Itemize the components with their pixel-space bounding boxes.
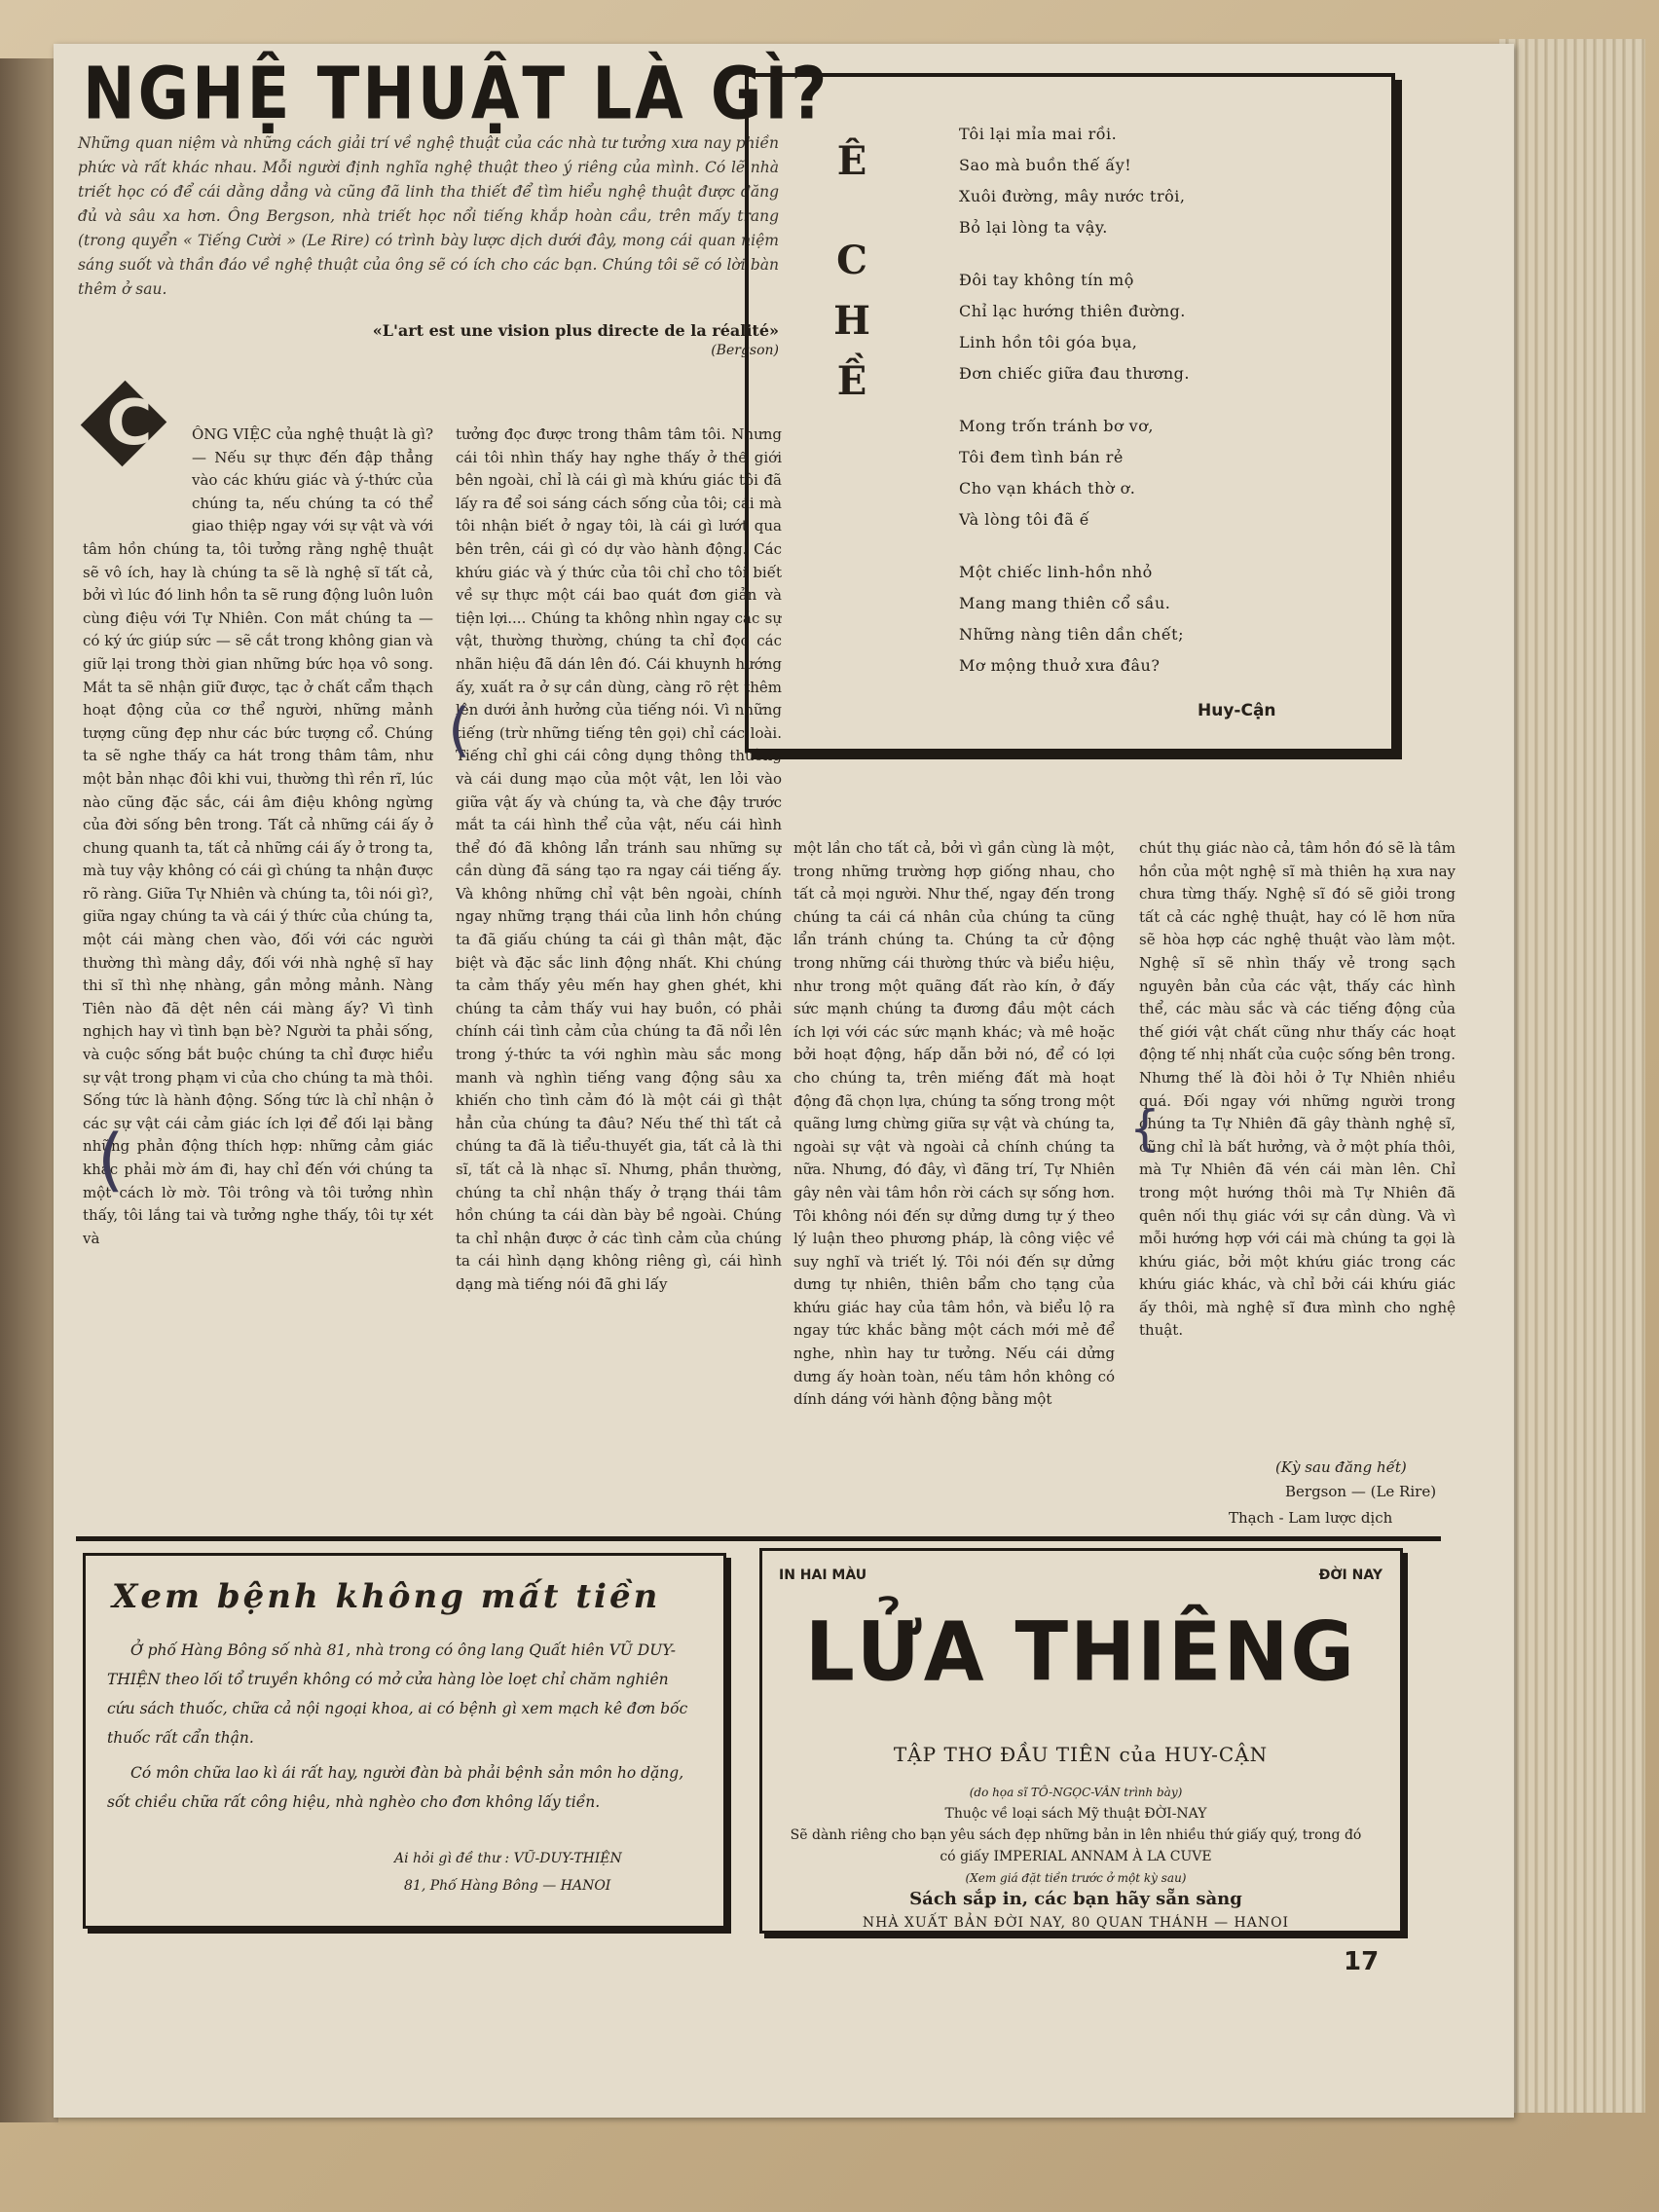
- book-ad-label-right: ĐỜI NAY: [1318, 1567, 1382, 1583]
- poem-stanza: [959, 411, 1368, 535]
- pencil-bracket-mark: {: [1129, 1100, 1161, 1157]
- book-ad-line: Thuộc về loại sách Mỹ thuật ĐỜI-NAY: [944, 1806, 1207, 1822]
- column-3-text: một lần cho tất cả, bởi vì gần cùng là một, trong những trường hợp giống nhau, cho tất cả mọi người. Như thế, ngay đến trong chúng ta cái cá nhân của chúng ta cũng lẩn tránh chúng ta. Chúng ta cử động trong những cái thường thức và biểu hiệu, như trong một quãng đất rào kín, ở đấy sức mạnh chúng ta đương đầu một cách ích lợi với các sức mạnh khác; và mê hoặc bởi hoạt động, hấp dẫn bởi nó, để có lợi cho chúng ta, trên miếng đất mà hoạt động đã chọn lựa, chúng ta sống trong một quãng lưng chừng giữa sự vật và chúng ta, ngoài sự vật và ngoài cả chính chúng ta nữa. Nhưng, đó đây, vì đãng trí, Tự Nhiên gây nên vài tâm hồn rời cách sự sống hơn. Tôi không nói đến sự dửng dưng tự ý theo lý luận theo phương pháp, là công việc về suy nghĩ và triết lý. Tôi nói đến sự dửng dưng tự nhiên, thiên bẩm cho tạng của khứu giác hay của tâm hồn, và biểu lộ ra ngay tức khắc bằng một cách mới mẻ để nghe, nhìn hay tư tưởng. Nếu cái dửng dưng ấy hoàn toàn, nếu tâm hồn không có dính dáng với hành động bằng một: [793, 839, 1115, 1409]
- poem-line: Mơ mộng thuở xưa đâu?: [959, 656, 1161, 675]
- column-2-text: tưởng đọc được trong thâm tâm tôi. Nhưng cái tôi nhìn thấy hay nghe thấy ở thế giới bên ngoài, chỉ là cái gì mà khứu giác tôi đã lấy ra để soi sáng cách sống của tôi; cái mà tôi nhận biết ở ngay tôi, là cái gì lướt qua bên trên, cái gì có dự vào hành động. Các khứu giác và ý thức của tôi chỉ cho tôi biết về sự thực một cái bao quát đơn giản và tiện lợi.... Chúng ta không nhìn ngay các sự vật, thường thường, chúng ta chỉ đọc các nhãn hiệu đã dán lên đó. Cái khuynh hướng ấy, xuất ra ở sự cần dùng, càng rõ rệt thêm lên dưới ảnh hưởng của tiếng nói. Vì những tiếng (trừ những tiếng tên gọi) chỉ các loài. Tiếng chỉ ghi cái công dụng thông thường và cái dung mạo của một vật, len lỏi vào giữa vật ấy và chúng ta, và che đậy trước mắt ta cái hình thể của vật, nếu cái hình thể đó đã không lẩn tránh sau những sự cần dùng đã sáng tạo ra ngay cái tiếng ấy. Và không những chỉ vật bên ngoài, chính ngay những trạng thái của linh hồn chúng ta đã giấu chúng ta cái gì thân mật, đặc biệt và đặc sắc linh động nhất. Khi chúng ta cảm thấy yêu mến hay ghen ghét, khi chúng ta cảm thấy vui hay buồn, có phải chính cái tình cảm của chúng ta đã nổi lên trong ý-thức ta với nghìn màu sắc mong manh và nghìn tiếng vang động sâu xa khiến cho tình cảm đó là một cái gì thật hẳn của chúng ta đâu? Nếu thế thì tất cả chúng ta đã là tiểu-thuyết gia, tất cả là thi sĩ, tất cả là nhạc sĩ. Nhưng, phần thường, chúng ta chỉ nhận thấy ở trạng thái tâm hồn chúng ta cái dàn bày bề ngoài. Chúng ta chỉ nhận được ở các tình cảm của chúng ta cái hình dạng không riêng gì, cái hình dạng mà tiếng nói đã ghi lấy: [456, 425, 782, 1293]
- poem-line: Tôi lại mỉa mai rồi.: [959, 125, 1118, 143]
- poem-title-letter: C: [836, 238, 867, 283]
- continued-note: (Kỳ sau đăng hết): [1275, 1458, 1407, 1476]
- article-column-1: [83, 424, 433, 1563]
- poem-author: Huy-Cận: [1198, 701, 1276, 720]
- dropcap-letter: C: [106, 387, 153, 460]
- poem-line: Linh hồn tôi góa bụa,: [959, 333, 1138, 351]
- poem-line: Bỏ lại lòng ta vậy.: [959, 218, 1108, 237]
- book-ad-title: LỬA THIÊNG: [804, 1604, 1357, 1700]
- article-source: Bergson — (Le Rire): [1285, 1483, 1437, 1500]
- section-divider: [76, 1536, 1441, 1541]
- poem-line: Những nàng tiên dần chết;: [959, 625, 1184, 644]
- poem-title-letter: H: [833, 298, 870, 344]
- column-4-text: chút thụ giác nào cả, tâm hồn đó sẽ là tâm hồn của một nghệ sĩ mà thiên hạ xưa nay chưa từng thấy. Nghệ sĩ đó sẽ giỏi trong tất cả các nghệ thuật, hay có lẽ hơn nữa sẽ hòa hợp các nghệ thuật vào làm một. Nghệ sĩ sẽ nhìn thấy vẻ trong sạch nguyên bản của các vật, thấy các hình thể, các màu sắc và các tiếng động của thế giới vật chất cũng như thấy các hoạt động tế nhị nhất của cuộc sống bên trong. Nhưng thế là đòi hỏi ở Tự Nhiên nhiều quá. Đối ngay với những người trong chúng ta Tự Nhiên đã gây thành nghệ sĩ, cũng chỉ là bất hưởng, và ở một phía thôi, mà Tự Nhiên đã vén cái màn lên. Chỉ trong một hướng thôi mà Tự Nhiên đã quên nối thụ giác với sự cần dùng. Và vì mỗi hướng hợp với cái mà chúng ta gọi là khứu giác, bởi một khứu giác trong các khứu giác khác, và chỉ bởi cái khứu giác ấy thôi, mà nghệ sĩ đưa mình cho nghệ thuật.: [1139, 839, 1456, 1340]
- article-title: NGHỆ THUẬT LÀ GÌ?: [83, 54, 830, 137]
- clinic-ad-paragraph: Có môn chữa lao kì ái rất hay, người đàn bà phải bệnh sản môn ho dặng, sốt chiều chữa rất công hiệu, nhà nghèo cho đơn không lấy tiền.: [107, 1764, 684, 1811]
- poem-line: Và lòng tôi đã ế: [959, 510, 1090, 529]
- clinic-ad-title: Xem bệnh không mất tiền: [112, 1577, 661, 1616]
- poem-line: Đơn chiếc giữa đau thương.: [959, 364, 1190, 383]
- translator-credit: Thạch - Lam lược dịch: [1229, 1509, 1393, 1527]
- poem-stanza: [959, 119, 1368, 243]
- article-column-2: [456, 424, 782, 1563]
- book-ad-body: [784, 1782, 1368, 1889]
- article-column-4: [1139, 837, 1456, 1436]
- book-ad-line: Sẽ dành riêng cho bạn yêu sách đẹp những bản in lên nhiều thứ giấy quý, trong đó có giấy IMPERIAL ANNAM À LA CUVE: [790, 1827, 1362, 1864]
- poem-stanza: [959, 557, 1368, 682]
- clinic-ad-contact: Ai hỏi gì đề thư : VŨ-DUY-THIỆN: [394, 1851, 622, 1866]
- poem-line: Xuôi đường, mây nước trôi,: [959, 187, 1186, 205]
- poem-line: Đôi tay không tín mộ: [959, 271, 1134, 289]
- pencil-bracket-mark: (: [448, 696, 471, 764]
- poem-line: Cho vạn khách thờ ơ.: [959, 479, 1136, 498]
- book-ad-call: Sách sắp in, các bạn hãy sẵn sàng: [909, 1889, 1242, 1909]
- poem-line: Một chiếc linh-hồn nhỏ: [959, 563, 1153, 581]
- article-intro: Những quan niệm và những cách giải trí về nghệ thuật của các nhà tư tưởng xưa nay phiền phức và rất khác nhau. Mỗi người định nghĩa nghệ thuật theo ý riêng của mình. Có lẽ nhà triết học có để cái dằng dẳng và cũng đã linh tha thiết để tìm hiểu nghệ thuật được đăng đủ và sâu xa hơn. Ông Bergson, nhà triết học nổi tiếng khắp hoàn cầu, trên mấy trang (trong quyển « Tiếng Cười » (Le Rire) có trình bày lược dịch dưới đây, mong cái quan niệm sáng suốt và thần đáo về nghệ thuật của ông sẽ có ích cho các bạn. Chúng tôi sẽ có lời bàn thêm ở sau.: [78, 134, 779, 298]
- book-ad-subtitle: TẬP THƠ ĐẦU TIÊN của HUY-CẬN: [893, 1743, 1269, 1766]
- page-number: 17: [1344, 1947, 1380, 1976]
- pencil-bracket-mark: (: [97, 1120, 125, 1199]
- poem-line: Sao mà buồn thế ấy!: [959, 156, 1132, 174]
- book-ad-header: [779, 1567, 1382, 1583]
- poem-body: [959, 119, 1368, 703]
- epigraph-source: (Bergson): [711, 343, 779, 358]
- book-ad-publisher: NHÀ XUẤT BẢN ĐỜI NAY, 80 QUAN THÁNH — HANOI: [862, 1915, 1290, 1931]
- poem-stanza: [959, 265, 1368, 389]
- book-spine: [0, 58, 58, 2122]
- poem-line: Tôi đem tình bán rẻ: [959, 448, 1124, 466]
- clinic-ad-paragraph: Ở phố Hàng Bông số nhà 81, nhà trong có ông lang Quất hiên VŨ DUY-THIỆN theo lối tổ truyền không có mở cửa hàng lòe loẹt chỉ chăm nghiên cứu sách thuốc, chữa cả nội ngoại khoa, ai có bệnh gì xem mạch kê đơn bốc thuốc rất cẩn thận.: [107, 1641, 688, 1747]
- clinic-ad-body: [107, 1636, 701, 1817]
- book-ad-label-left: IN HAI MÀU: [779, 1567, 867, 1583]
- poem-title: [823, 131, 881, 412]
- article-column-3: [793, 837, 1115, 1548]
- poem-title-letter: Ề: [836, 358, 867, 404]
- column-1-text: ÔNG VIỆC của nghệ thuật là gì? — Nếu sự thực đến đập thẳng vào các khứu giác và ý-thức của chúng ta, nếu chúng ta có thể giao thiệp ngay với sự vật và với tâm hồn chúng ta, tôi tưởng rằng nghệ thuật sẽ vô ích, hay là chúng ta sẽ là nghệ sĩ tất cả, bởi vì lúc đó linh hồn ta sẽ rung động luôn luôn cùng điệu với Tự Nhiên. Con mắt chúng ta — có ký ức giúp sức — sẽ cắt trong không gian và giữ lại trong thời gian những bức họa vô song. Mắt ta sẽ nhận giữ được, tạc ở chất cẩm thạch hoạt động của cơ thể người, những mảnh tượng cũng đẹp như các bức tượng cổ. Chúng ta sẽ nghe thấy ca hát trong thâm tâm, như một bản nhạc đôi khi vui, thường thì rền rĩ, lúc nào cũng đặc sắc, cái âm điệu không ngừng của đời sống bên trong. Tất cả những cái ấy ở chung quanh ta, tất cả những cái ấy ở trong ta, mà tuy vậy không có cái gì chúng ta nhận được rõ ràng. Giữa Tự Nhiên và chúng ta, tôi nói gì?, giữa ngay chúng ta và cái ý thức của chúng ta, một cái màng chen vào, đối với các người thường thì màng dầy, đối với nhà nghệ sĩ hay thi sĩ thì nhẹ nhàng, gần mỏng mảnh. Nàng Tiên nào đã dệt nên cái màng ấy? Vì tình nghịch hay vì tình bạn bè? Người ta phải sống, và cuộc sống bắt buộc chúng ta chỉ được hiểu sự vật trong phạm vi của cho chúng ta mà thôi. Sống tức là hành động. Sống tức là chỉ nhận ở các sự vật cái cảm giác ích lợi để đối lại bằng những phản động thích hợp: những cảm giác khác phải mờ ám đi, hay chỉ đến với chúng ta một cách lờ mờ. Tôi trông và tôi tưởng nhìn thấy, tôi lắng tai và tưởng nghe thấy, tôi tự xét và: [83, 425, 433, 1247]
- poem-line: Chỉ lạc hướng thiên đường.: [959, 302, 1186, 320]
- book-ad-line: (do họa sĩ TÔ-NGỌC-VÂN trình bày): [969, 1786, 1183, 1799]
- dropcap-space: [83, 424, 192, 519]
- poem-line: Mong trốn tránh bơ vơ,: [959, 417, 1154, 435]
- epigraph: «L'art est une vision plus directe de la réalité»: [372, 321, 779, 340]
- page-edges: [1499, 39, 1645, 2113]
- book-ad-line: (Xem giá đặt tiền trước ở một kỳ sau): [965, 1871, 1187, 1885]
- clinic-ad-address: 81, Phố Hàng Bông — HANOI: [404, 1878, 611, 1894]
- poem-title-letter: Ê: [836, 138, 867, 184]
- clinic-ad-signature: [394, 1845, 706, 1899]
- poem-line: Mang mang thiên cổ sầu.: [959, 594, 1171, 612]
